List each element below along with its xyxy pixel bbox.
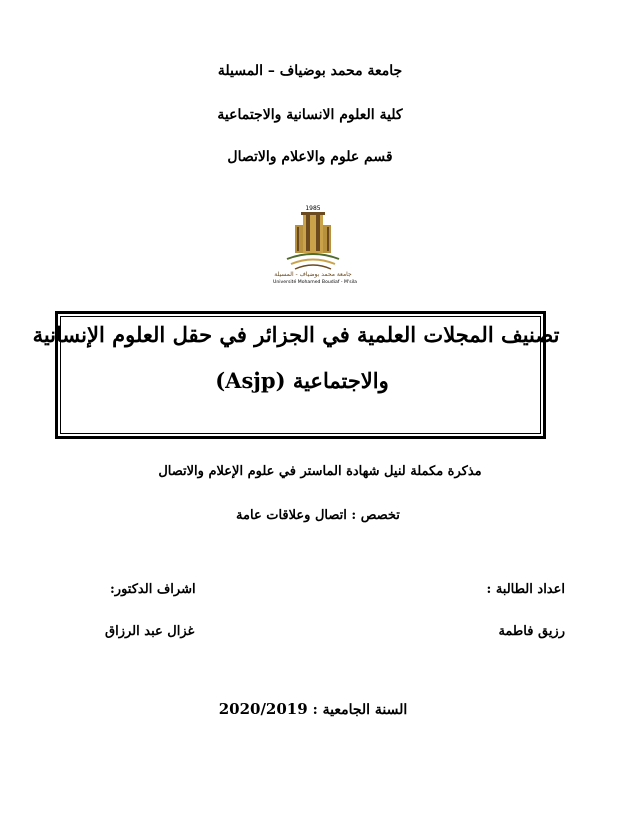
university-emblem-icon	[273, 205, 353, 271]
logo-text-french: Université Mohamed Boudiaf - M'sila	[273, 280, 357, 285]
supervisor-name: غزال عبد الرزاق	[105, 624, 195, 639]
thesis-title-line1: تصنيف المجلات العلمية في الجزائر في حقل العلوم الإنسانية	[32, 322, 560, 347]
supervisor-label: اشراف الدكتور:	[110, 582, 196, 597]
university-logo	[273, 205, 357, 290]
academic-year	[0, 700, 620, 718]
specialty: تخصص : اتصال وعلاقات عامة	[236, 508, 400, 523]
department-name: قسم علوم والاعلام والاتصال	[227, 149, 393, 165]
student-label: اعداد الطالبة :	[486, 582, 565, 597]
logo-year: 1985	[305, 205, 321, 212]
faculty-name: كلية العلوم الانسانية والاجتماعية	[217, 107, 403, 123]
thesis-title-line2: والاجتماعية (Asjp)	[215, 368, 389, 393]
university-name: جامعة محمد بوضياف – المسيلة	[217, 63, 403, 79]
memo-description: مذكرة مكملة لنيل شهادة الماستر في علوم الإعلام والاتصال	[158, 464, 482, 479]
student-name: رزيق فاطمة	[498, 624, 565, 639]
academic-year-value: 2020/2019	[218, 700, 308, 718]
academic-year-label: السنة الجامعية :	[312, 702, 408, 718]
logo-text-arabic: جامعة محمد بوضياف - المسيلة	[274, 271, 352, 278]
